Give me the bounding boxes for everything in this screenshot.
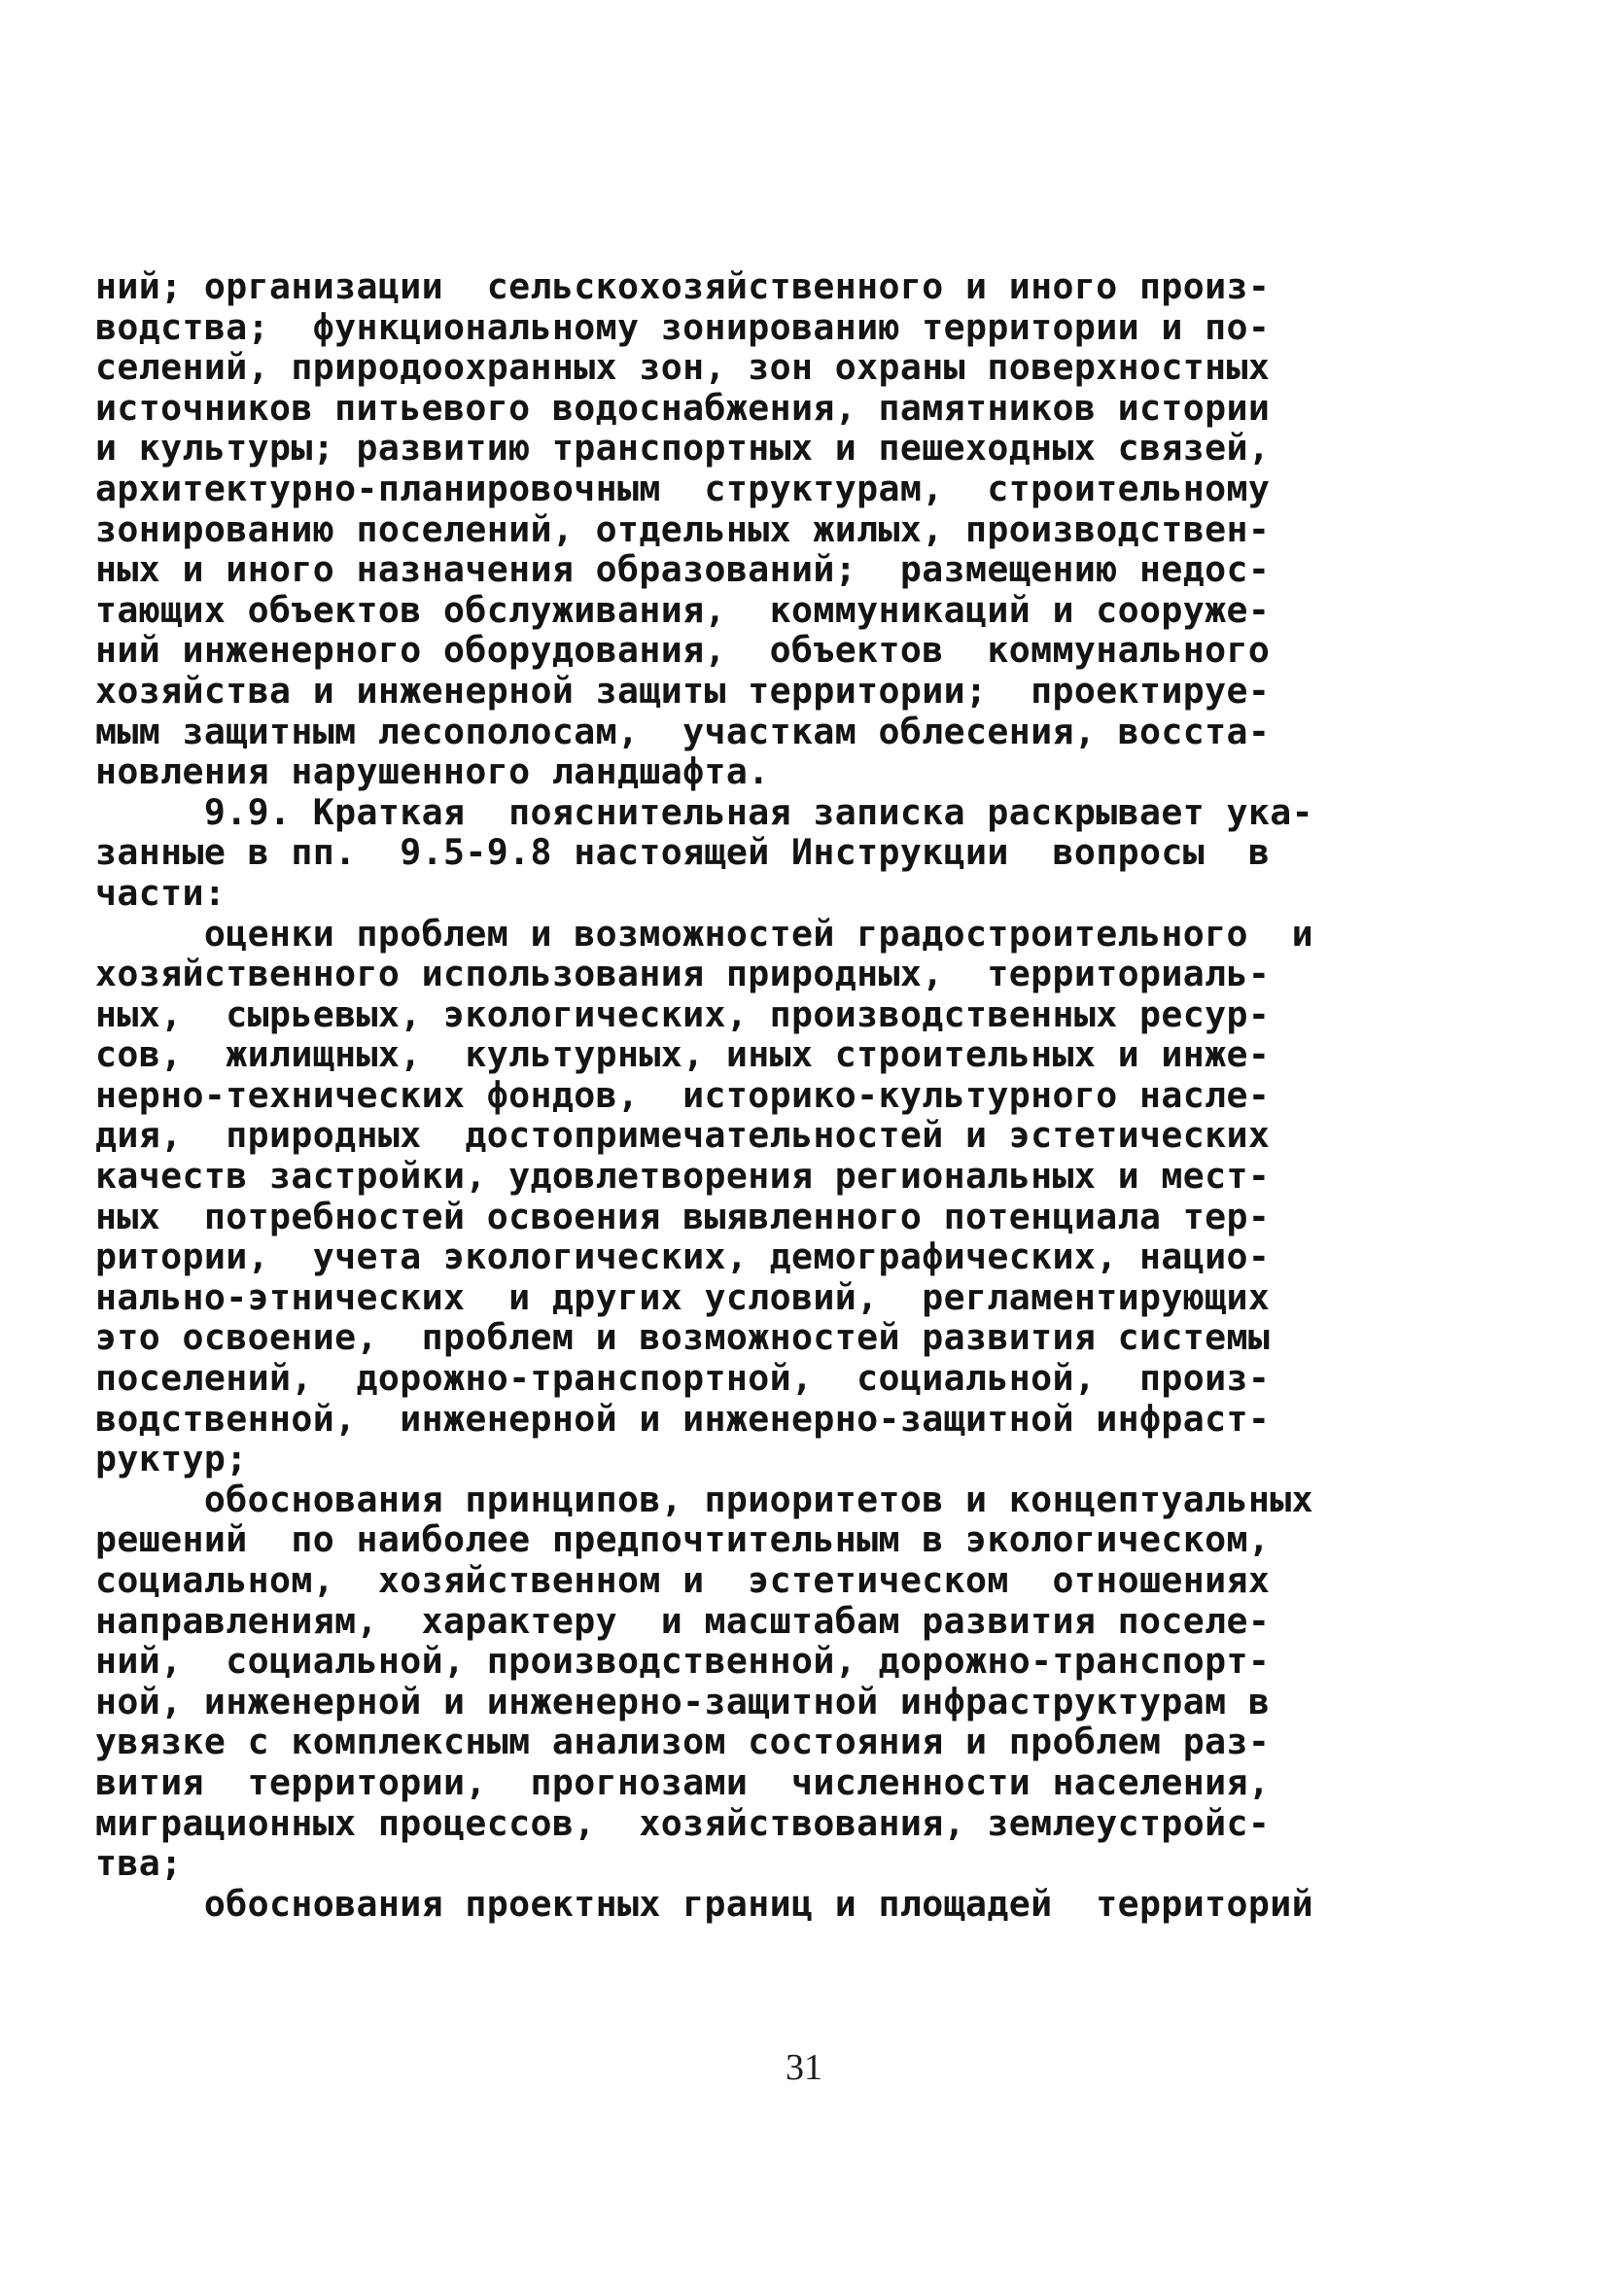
text-line: сов, жилищных, культурных, иных строительных и инже- (95, 1034, 1271, 1075)
text-line: архитектурно-планировочным структурам, строительному (95, 468, 1271, 509)
body-text (95, 266, 1515, 1924)
text-line: тва; (95, 1843, 183, 1884)
text-line: водства; функциональному зонированию территории и по- (95, 306, 1271, 348)
text-line: направлениям, характеру и масштабам развития поселе- (95, 1600, 1271, 1642)
text-line: оценки проблем и возможностей градостроительного и (95, 913, 1313, 955)
page-number: 31 (786, 2047, 822, 2088)
text-line: 9.9. Краткая пояснительная записка раскрывает ука- (95, 791, 1313, 833)
text-line: обоснования проектных границ и площадей территорий (95, 1883, 1313, 1925)
text-line: части: (95, 872, 227, 914)
text-line: хозяйственного использования природных, территориаль- (95, 954, 1271, 994)
text-line: тающих объектов обслуживания, коммуникаций и сооруже- (95, 589, 1271, 631)
text-line: обоснования принципов, приоритетов и концептуальных (95, 1478, 1313, 1520)
text-line: решений по наиболее предпочтительным в экологическом, (95, 1519, 1271, 1560)
text-line: ных потребностей освоения выявленного потенциала тер- (95, 1196, 1271, 1237)
text-line: руктур; (95, 1439, 248, 1479)
text-line: миграционных процессов, хозяйствования, землеустройс- (95, 1802, 1271, 1844)
text-line: ритории, учета экологических, демографических, нацио- (95, 1236, 1271, 1277)
text-line: вития территории, прогнозами численности населения, (95, 1761, 1271, 1803)
text-line: социальном, хозяйственном и эстетическом отношениях (95, 1560, 1271, 1601)
text-line: качеств застройки, удовлетворения региональных и мест- (95, 1156, 1271, 1197)
text-line: ний инженерного оборудования, объектов коммунального (95, 630, 1271, 671)
text-line: селений, природоохранных зон, зон охраны поверхностных (95, 347, 1271, 388)
text-line: мым защитным лесополосам, участкам облесения, восста- (95, 711, 1271, 752)
text-line: занные в пп. 9.5-9.8 настоящей Инструкции вопросы в (95, 832, 1271, 873)
text-line: ний, социальной, производственной, дорожно-транспорт- (95, 1641, 1271, 1682)
text-line: нально-этнических и других условий, регламентирующих (95, 1276, 1271, 1318)
text-line: и культуры; развитию транспортных и пешеходных связей, (95, 428, 1271, 469)
text-line: водственной, инженерной и инженерно-защитной инфраст- (95, 1398, 1271, 1440)
text-line: источников питьевого водоснабжения, памятников истории (95, 387, 1271, 429)
text-line: увязке с комплексным анализом состояния и проблем раз- (95, 1722, 1271, 1762)
text-line: зонированию поселений, отдельных жилых, производствен- (95, 508, 1271, 550)
text-line: ной, инженерной и инженерно-защитной инфраструктурам в (95, 1681, 1271, 1722)
text-line: ных и иного назначения образований; размещению недос- (95, 549, 1271, 590)
text-line: это освоение, проблем и возможностей развития системы (95, 1317, 1271, 1359)
text-line: новления нарушенного ландшафта. (95, 751, 770, 792)
text-line: дия, природных достопримечательностей и эстетических (95, 1115, 1271, 1157)
text-line: хозяйства и инженерной защиты территории; проектируе- (95, 670, 1271, 712)
text-line: нерно-технических фондов, историко-культурного насле- (95, 1074, 1271, 1116)
text-line: поселений, дорожно-транспортной, социальной, произ- (95, 1358, 1271, 1399)
text-line: ных, сырьевых, экологических, производственных ресур- (95, 993, 1271, 1035)
text-line: ний; организации сельскохозяйственного и иного произ- (95, 266, 1271, 307)
